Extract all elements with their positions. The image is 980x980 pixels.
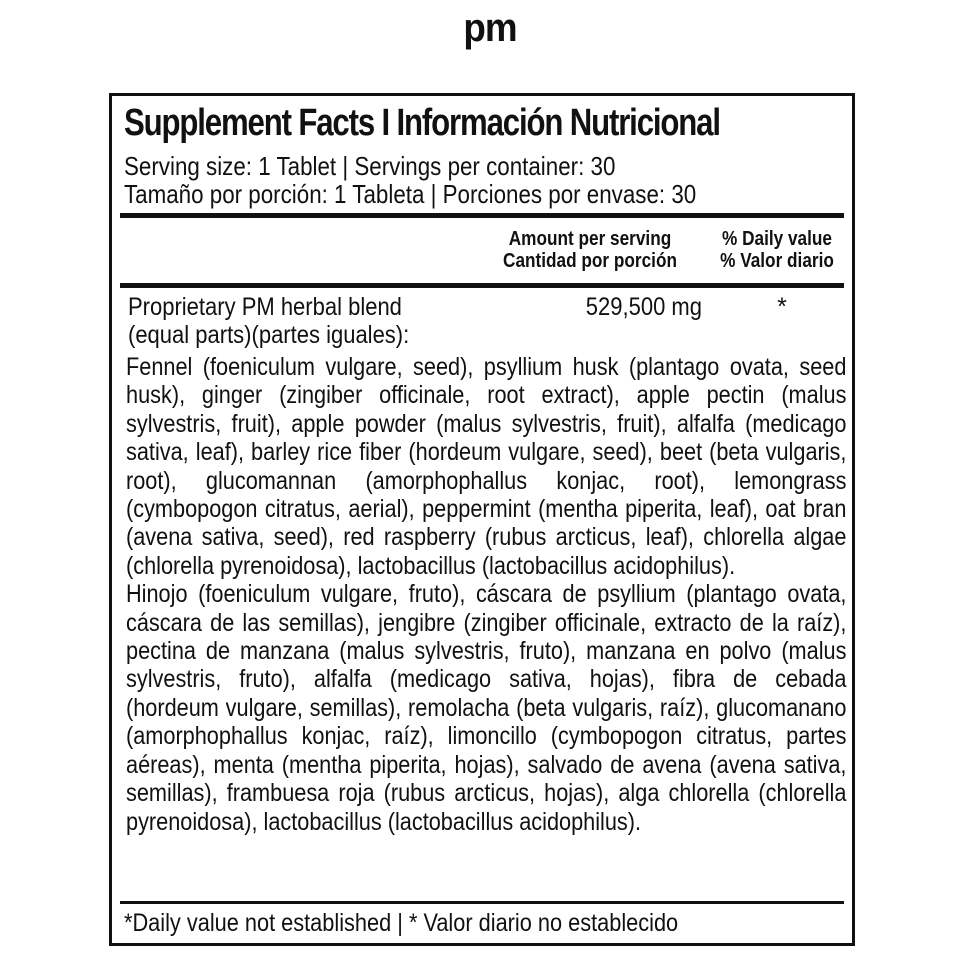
- ingredients-english: Fennel (foeniculum vulgare, seed), psyllium husk (plantago ovata, seed husk), ginger (zingiber officinale, root extract), apple pectin (malus sylvestris, fruit), apple powder (malus sylvestris, fruit), alfalfa (medicago sativa, leaf), barley rice fiber (hordeum vulgare, seed), beet (beta vulgaris, root), glucomannan (amorphophallus konjac, root), lemongrass (cymbopogon citratus, aerial), peppermint (mentha piperita, leaf), oat bran (avena sativa, seed), red raspberry (rubus arcticus, leaf), chlorella algae (chlorella pyrenoidosa), lactobacillus (lactobacillus acidophilus).: [126, 353, 847, 580]
- amount-header-english: Amount per serving: [508, 228, 672, 250]
- thick-divider: [120, 283, 844, 288]
- footnote: *Daily value not established | * Valor diario no establecido: [124, 909, 679, 937]
- blend-daily-value: *: [777, 293, 787, 321]
- ingredients-spanish: Hinojo (foeniculum vulgare, fruto), cáscara de psyllium (plantago ovata, cáscara de las semillas), jengibre (zingiber officinale, extracto de la raíz), pectina de manzana (malus sylvestris, fruto), manzana en polvo (malus sylvestris, fruto), alfalfa (medicago sativa, hojas), fibra de cebada (hordeum vulgare, semillas), remolacha (beta vulgaris, raíz), glucomanano (amorphophallus konjac, raíz), limoncillo (cymbopogon citratus, partes aéreas), menta (mentha piperita, hojas), salvado de avena (avena sativa, semillas), frambuesa roja (rubus arcticus, hojas), alga chlorella (chlorella pyrenoidosa), lactobacillus (lactobacillus acidophilus).: [126, 580, 847, 836]
- product-title: pm: [463, 6, 517, 50]
- blend-amount: 529,500 mg: [585, 293, 702, 321]
- daily-value-header: [713, 228, 842, 272]
- amount-header-spanish: Cantidad por porción: [503, 250, 677, 272]
- supplement-facts-panel: [109, 93, 855, 946]
- dv-header-english: % Daily value: [722, 228, 832, 250]
- blend-name: [128, 293, 409, 349]
- thick-divider: [120, 213, 844, 218]
- serving-info-english: Serving size: 1 Tablet | Servings per container: 30: [124, 151, 616, 181]
- amount-per-serving-header: [495, 228, 684, 272]
- dv-header-spanish: % Valor diario: [720, 250, 834, 272]
- blend-name-line: (equal parts)(partes iguales):: [128, 321, 410, 349]
- ingredients-list: [126, 353, 846, 836]
- thin-divider: [120, 901, 844, 904]
- facts-heading: Supplement Facts I Información Nutricional: [124, 102, 720, 144]
- serving-info-spanish: Tamaño por porción: 1 Tableta | Porciones por envase: 30: [124, 179, 697, 209]
- blend-name-line: Proprietary PM herbal blend: [128, 293, 402, 321]
